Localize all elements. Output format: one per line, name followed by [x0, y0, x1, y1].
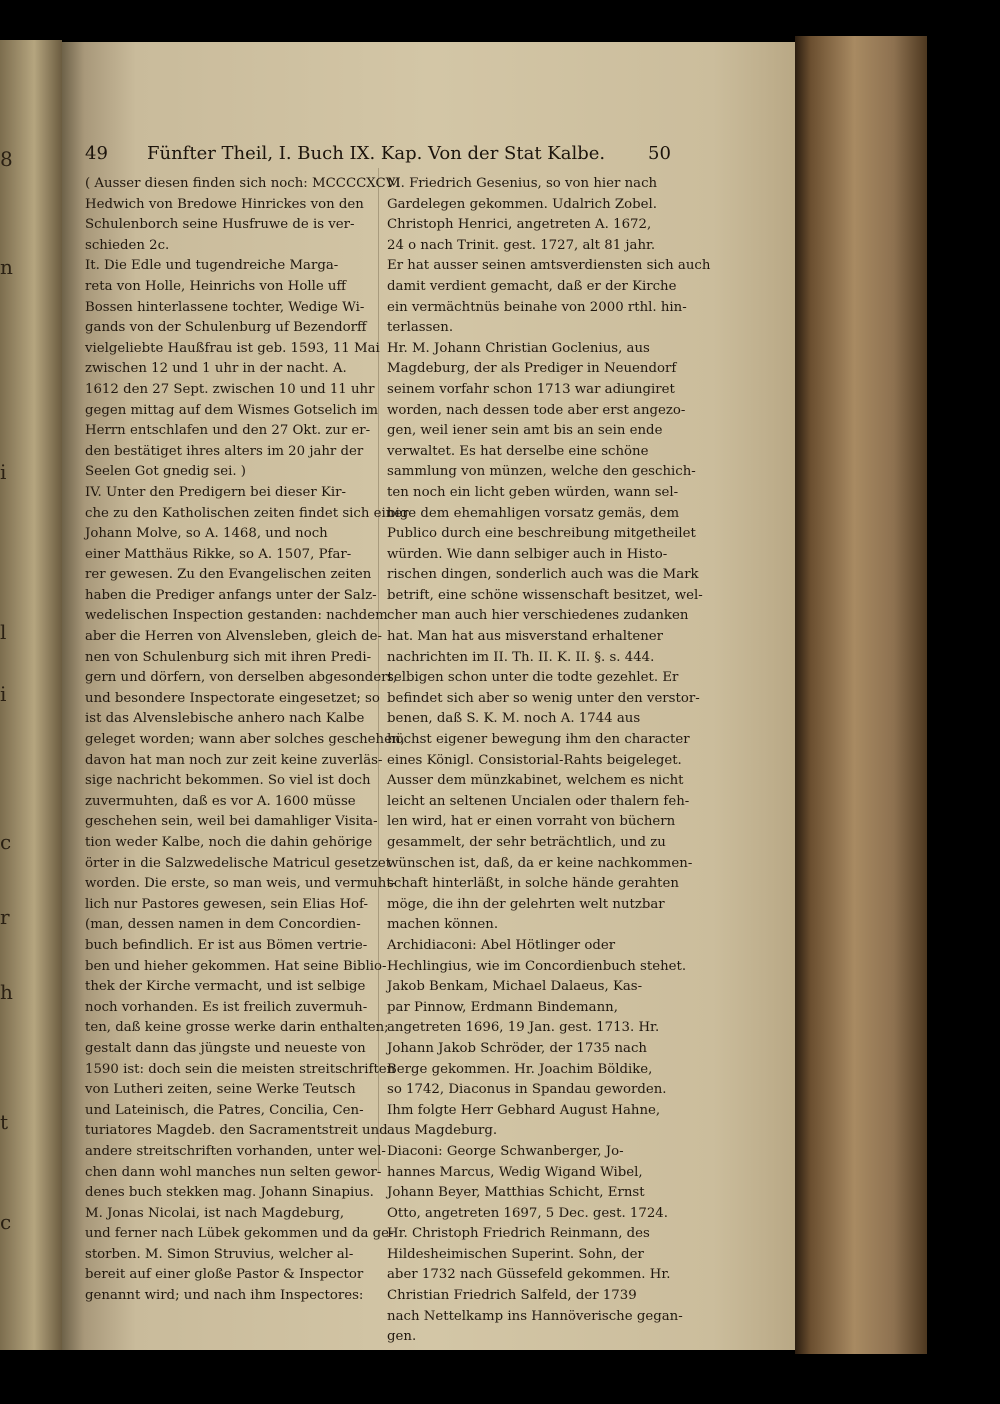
right-column-line: befindet sich aber so wenig unter den verstor-	[387, 690, 700, 706]
right-column-line: Diaconi: George Schwanberger, Jo-	[387, 1143, 624, 1159]
left-column-line: noch vorhanden. Es ist freilich zuvermuh-	[85, 999, 368, 1015]
left-column-line: bereit auf einer gloße Pastor & Inspector	[85, 1267, 364, 1283]
right-column-line: par Pinnow, Erdmann Bindemann,	[387, 999, 618, 1015]
left-column-line: sige nachricht bekommen. So viel ist doch	[85, 773, 371, 789]
right-column-line: nachrichten im II. Th. II. K. II. §. s. 444.	[387, 649, 655, 665]
left-column-line: gegen mittag auf dem Wismes Gotselich im	[85, 402, 378, 418]
left-column-line: haben die Prediger anfangs unter der Salz-	[85, 587, 377, 603]
right-column-line: cher man auch hier verschiedenes zudanken	[387, 608, 689, 624]
book-spine-edge	[795, 36, 927, 1354]
right-column-line: Hr. M. Johann Christian Goclenius, aus	[387, 340, 650, 356]
right-column-line: Hildesheimischen Superint. Sohn, der	[387, 1246, 644, 1262]
left-column-line: und ferner nach Lübek gekommen und da ge-	[85, 1226, 394, 1242]
left-column-line: einer Matthäus Rikke, so A. 1507, Pfar-	[85, 546, 352, 562]
right-column-line: gen, weil iener sein amt bis an sein ende	[387, 423, 663, 439]
margin-mark: n	[0, 255, 13, 279]
left-column-line: turiatores Magdeb. den Sacramentstreit und	[85, 1123, 388, 1139]
left-column-line: rer gewesen. Zu den Evangelischen zeiten	[85, 567, 372, 583]
left-text-column	[85, 174, 409, 1307]
left-column-line: nen von Schulenburg sich mit ihren Predi-	[85, 649, 372, 665]
left-column-line: Johann Molve, so A. 1468, und noch	[85, 526, 328, 542]
right-column-line: Hr. Christoph Friedrich Reinmann, des	[387, 1226, 650, 1242]
left-column-line: che zu den Katholischen zeiten findet sich einer	[85, 505, 409, 521]
left-column-line: worden. Die erste, so man weis, und vermuht-	[85, 876, 397, 892]
right-column-line: machen können.	[387, 917, 499, 933]
left-column-line: gands von der Schulenburg uf Bezendorff	[85, 320, 367, 336]
left-column-line: chen dann wohl manches nun selten gewor-	[85, 1164, 382, 1180]
left-column-line: Hedwich von Bredowe Hinrickes von den	[85, 196, 364, 212]
right-column-line: betrift, eine schöne wissenschaft besitzet, wel-	[387, 587, 703, 603]
left-column-line: 1590 ist: doch sein die meisten streitschriften	[85, 1061, 396, 1077]
right-column-line: eines Königl. Consistorial-Rahts beigeleget.	[387, 752, 682, 768]
left-column-line: lich nur Pastores gewesen, sein Elias Hof-	[85, 896, 368, 912]
right-column-line: bige dem ehemahligen vorsatz gemäs, dem	[387, 505, 680, 521]
right-column-line: len wird, hat er einen vorraht von büchern	[387, 814, 676, 830]
right-column-line: möge, die ihn der gelehrten welt nutzbar	[387, 896, 665, 912]
right-column-line: Johann Beyer, Matthias Schicht, Ernst	[387, 1185, 645, 1201]
right-column-line: worden, nach dessen tode aber erst angezo-	[387, 402, 686, 418]
right-column-line: leicht an seltenen Uncialen oder thalern feh-	[387, 793, 690, 809]
right-column-line: aus Magdeburg.	[387, 1123, 498, 1139]
right-column-line: Ausser dem münzkabinet, welchem es nicht	[387, 773, 684, 789]
right-column-line: Berge gekommen. Hr. Joachim Böldike,	[387, 1061, 653, 1077]
right-column-line: Hechlingius, wie im Concordienbuch stehet.	[387, 958, 687, 974]
left-column-line: genannt wird; und nach ihm Inspectores:	[85, 1288, 364, 1304]
left-column-line: und Lateinisch, die Patres, Concilia, Cen-	[85, 1102, 364, 1118]
margin-mark: t	[0, 1110, 9, 1134]
margin-mark: r	[0, 905, 10, 929]
right-column-line: verwaltet. Es hat derselbe eine schöne	[387, 443, 649, 459]
right-column-line: schaft hinterläßt, in solche hände gerahten	[387, 876, 679, 892]
left-column-line: tion weder Kalbe, noch die dahin gehörige	[85, 835, 373, 850]
left-column-line: 1612 den 27 Sept. zwischen 10 und 11 uhr	[85, 381, 375, 397]
left-column-line: und besondere Inspectorate eingesetzet; so	[85, 690, 380, 706]
left-column-line: örter in die Salzwedelische Matricul gesetzet	[85, 855, 392, 871]
right-column-line: hannes Marcus, Wedig Wigand Wibel,	[387, 1164, 643, 1180]
left-column-line: IV. Unter den Predigern bei dieser Kir-	[85, 484, 346, 500]
left-page-number: 49	[85, 143, 108, 164]
left-column-line: denes buch stekken mag. Johann Sinapius.	[85, 1185, 374, 1201]
left-column-line: gestalt dann das jüngste und neueste von	[85, 1040, 366, 1056]
facing-page-edge	[0, 40, 62, 1350]
margin-mark: i	[0, 682, 7, 706]
right-column-line: Gardelegen gekommen. Udalrich Zobel.	[387, 196, 657, 212]
right-column-line: wünschen ist, daß, da er keine nachkommen-	[387, 855, 693, 871]
right-column-line: Archidiaconi: Abel Hötlinger oder	[387, 937, 616, 953]
right-column-line: Ihm folgte Herr Gebhard August Hahne,	[387, 1102, 661, 1118]
left-column-line: schieden 2c.	[85, 237, 170, 253]
right-column-line: Jakob Benkam, Michael Dalaeus, Kas-	[387, 979, 643, 995]
left-column-line: zuvermuhten, daß es vor A. 1600 müsse	[85, 793, 356, 809]
left-column-line: buch befindlich. Er ist aus Bömen vertrie-	[85, 937, 368, 953]
margin-mark: c	[0, 830, 12, 854]
left-column-line: von Lutheri zeiten, seine Werke Teutsch	[85, 1082, 356, 1098]
page-header	[85, 143, 675, 169]
right-page-number: 50	[648, 143, 671, 164]
margin-mark: c	[0, 1210, 12, 1234]
right-column-line: seinem vorfahr schon 1713 war adiungiret	[387, 381, 675, 397]
right-column-line: Er hat ausser seinen amtsverdiensten sich auch	[387, 258, 711, 274]
left-column-line: den bestätiget ihres alters im 20 jahr der	[85, 443, 364, 459]
right-column-line: Christoph Henrici, angetreten A. 1672,	[387, 217, 652, 233]
left-column-line: vielgeliebte Haußfrau ist geb. 1593, 11 Mai	[85, 340, 380, 356]
right-column-line: damit verdient gemacht, daß er der Kirche	[387, 278, 677, 294]
right-column-line: angetreten 1696, 19 Jan. gest. 1713. Hr.	[387, 1020, 660, 1036]
right-column-line: sammlung von münzen, welche den geschich-	[387, 464, 696, 480]
right-column-line: rischen dingen, sonderlich auch was die Mark	[387, 567, 699, 583]
right-column-line: aber 1732 nach Güssefeld gekommen. Hr.	[387, 1267, 671, 1283]
right-column-line: würden. Wie dann selbiger auch in Histo-	[387, 546, 668, 562]
right-column-line: terlassen.	[387, 320, 454, 336]
left-column-line: wedelischen Inspection gestanden: nachdem	[85, 608, 388, 624]
left-column-line: geschehen sein, weil bei damahliger Visita-	[85, 814, 378, 830]
left-column-line: ben und hieher gekommen. Hat seine Biblio-	[85, 958, 387, 974]
left-column-line: storben. M. Simon Struvius, welcher al-	[85, 1246, 354, 1262]
margin-mark: i	[0, 460, 7, 484]
right-column-line: benen, daß S. K. M. noch A. 1744 aus	[387, 711, 641, 727]
right-column-line: 24 o nach Trinit. gest. 1727, alt 81 jahr.	[387, 237, 656, 253]
left-column-line: aber die Herren von Alvensleben, gleich de-	[85, 629, 383, 645]
right-column-line: Christian Friedrich Salfeld, der 1739	[387, 1288, 637, 1304]
left-column-line: ( Ausser diesen finden sich noch: MCCCCXCVI	[85, 176, 401, 191]
right-column-line: M. Friedrich Gesenius, so von hier nach	[387, 176, 658, 191]
left-column-line: reta von Holle, Heinrichs von Holle uff	[85, 278, 346, 294]
running-title: Fünfter Theil, I. Buch IX. Kap. Von der Stat Kalbe.	[147, 143, 606, 164]
right-column-line: gen.	[387, 1329, 417, 1345]
margin-mark: 8	[0, 147, 13, 171]
right-column-line: hat. Man hat aus misverstand erhaltener	[387, 629, 664, 645]
right-column-line: ein vermächtnüs beinahe von 2000 rthl. hin-	[387, 299, 687, 315]
right-column-line: nach Nettelkamp ins Hannöverische gegan-	[387, 1308, 683, 1324]
left-column-line: Seelen Got gnedig sei. )	[85, 464, 246, 480]
left-column-line: It. Die Edle und tugendreiche Marga-	[85, 258, 339, 274]
left-column-line: geleget worden; wann aber solches geschehen,	[85, 732, 405, 748]
right-column-line: gesammelt, der sehr beträchtlich, und zu	[387, 835, 666, 850]
right-column-line: Johann Jakob Schröder, der 1735 nach	[387, 1040, 647, 1056]
left-column-line: andere streitschriften vorhanden, unter wel-	[85, 1143, 386, 1159]
left-column-line: M. Jonas Nicolai, ist nach Magdeburg,	[85, 1205, 345, 1221]
left-column-line: Bossen hinterlassene tochter, Wedige Wi-	[85, 299, 365, 315]
right-column-line: Otto, angetreten 1697, 5 Dec. gest. 1724.	[387, 1205, 668, 1221]
margin-mark: h	[0, 980, 13, 1004]
right-column-line: so 1742, Diaconus in Spandau geworden.	[387, 1082, 667, 1098]
left-column-line: davon hat man noch zur zeit keine zuverläs-	[85, 752, 383, 768]
right-column-line: selbigen schon unter die todte gezehlet. Er	[387, 670, 679, 686]
left-column-line: ten, daß keine grosse werke darin enthalten;	[85, 1020, 389, 1036]
right-column-line: ten noch ein licht geben würden, wann sel-	[387, 484, 679, 500]
right-column-line: Magdeburg, der als Prediger in Neuendorf	[387, 361, 677, 377]
right-column-line: höchst eigener bewegung ihm den character	[387, 732, 690, 748]
left-column-line: Herrn entschlafen und den 27 Okt. zur er-	[85, 423, 371, 439]
left-column-line: gern und dörfern, von derselben abgesondert,	[85, 670, 398, 686]
right-text-column	[387, 174, 711, 1348]
left-column-line: thek der Kirche vermacht, und ist selbige	[85, 979, 366, 995]
margin-mark: l	[0, 620, 7, 644]
left-column-line: zwischen 12 und 1 uhr in der nacht. A.	[85, 361, 347, 377]
right-column-line: Publico durch eine beschreibung mitgetheilet	[387, 526, 696, 542]
left-column-line: Schulenborch seine Husfruwe de is ver-	[85, 217, 355, 233]
left-column-line: (man, dessen namen in dem Concordien-	[85, 917, 361, 933]
left-column-line: ist das Alvenslebische anhero nach Kalbe	[85, 711, 365, 727]
